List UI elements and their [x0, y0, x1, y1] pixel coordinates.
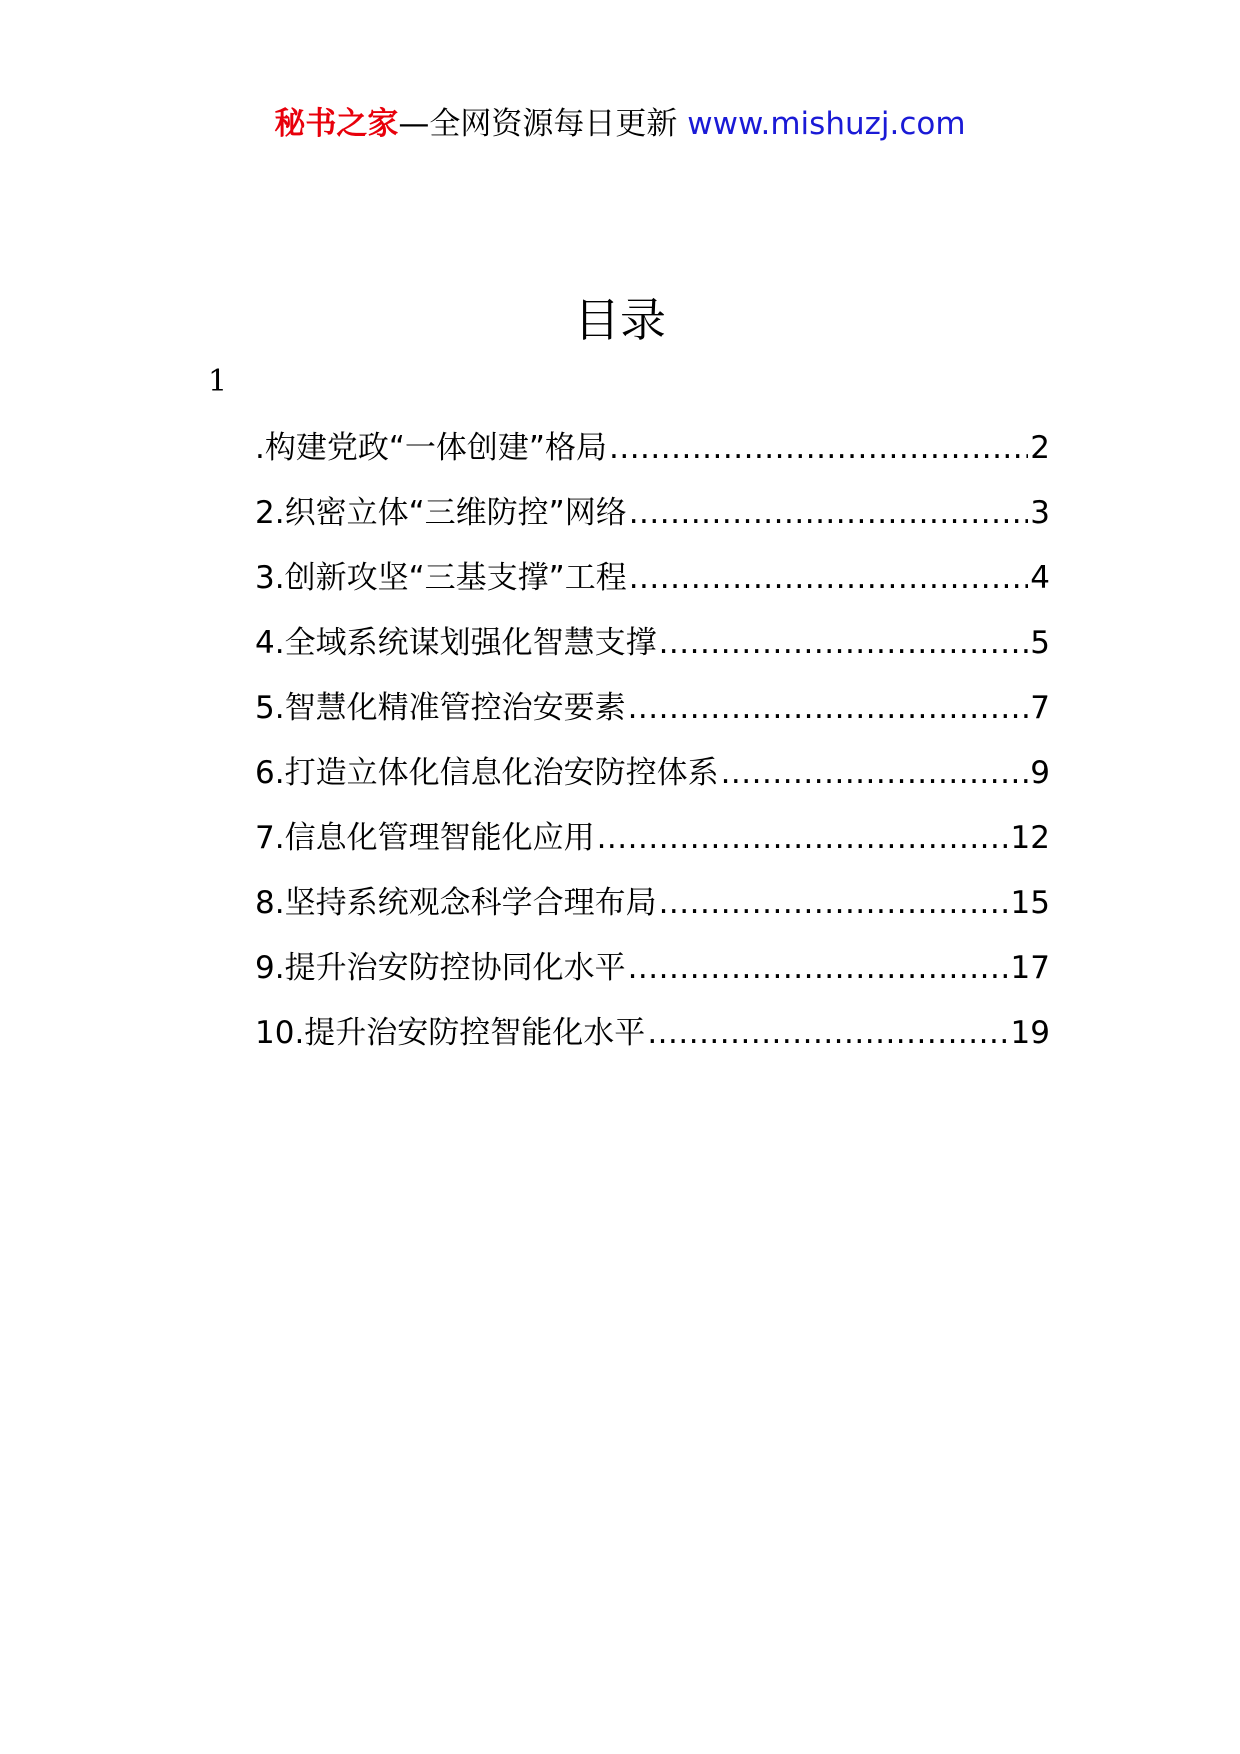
toc-entry-title: 9.提升治安防控协同化水平	[255, 950, 626, 986]
page-header	[0, 102, 1240, 146]
toc-entry-page: 5	[1030, 625, 1050, 661]
toc-entry[interactable]	[255, 623, 1050, 688]
table-of-contents	[255, 428, 1050, 1078]
header-tagline: —全网资源每日更新	[398, 106, 688, 142]
toc-entry[interactable]	[255, 493, 1050, 558]
toc-entry[interactable]	[255, 428, 1050, 493]
toc-entry-title: 3.创新攻坚“三基支撑”工程	[255, 560, 627, 596]
page-title: 目录	[574, 293, 666, 347]
toc-dot-leader	[659, 623, 1029, 663]
toc-dot-leader	[609, 428, 1028, 468]
brand-name: 秘书之家	[274, 106, 399, 142]
toc-entry-page: 12	[1010, 820, 1050, 856]
toc-entry[interactable]	[255, 948, 1050, 1013]
toc-entry-title: 2.织密立体“三维防控”网络	[255, 495, 627, 531]
toc-entry-page: 9	[1030, 755, 1050, 791]
toc-entry-page: 7	[1030, 690, 1050, 726]
toc-dot-leader	[721, 753, 1029, 793]
toc-entry-page: 15	[1010, 885, 1050, 921]
toc-entry[interactable]	[255, 818, 1050, 883]
toc-entry[interactable]	[255, 883, 1050, 948]
stray-number: 1	[208, 364, 228, 399]
toc-entry[interactable]	[255, 753, 1050, 818]
toc-entry-page: 2	[1030, 430, 1050, 466]
toc-dot-leader	[597, 818, 1009, 858]
toc-dot-leader	[629, 493, 1029, 533]
toc-entry-title: 7.信息化管理智能化应用	[255, 820, 595, 856]
toc-entry-title: .构建党政“一体创建”格局	[255, 430, 607, 466]
toc-entry[interactable]	[255, 688, 1050, 753]
site-url-link[interactable]: www.mishuzj.com	[687, 106, 966, 142]
toc-entry[interactable]	[255, 558, 1050, 623]
toc-entry-page: 17	[1010, 950, 1050, 986]
toc-entry[interactable]	[255, 1013, 1050, 1078]
toc-entry-title: 6.打造立体化信息化治安防控体系	[255, 755, 719, 791]
toc-entry-page: 19	[1010, 1015, 1050, 1051]
toc-entry-page: 4	[1030, 560, 1050, 596]
toc-entry-title: 10.提升治安防控智能化水平	[255, 1015, 646, 1051]
toc-dot-leader	[629, 558, 1029, 598]
toc-entry-page: 3	[1030, 495, 1050, 531]
toc-entry-title: 5.智慧化精准管控治安要素	[255, 690, 626, 726]
toc-entry-title: 4.全域系统谋划强化智慧支撑	[255, 625, 657, 661]
toc-dot-leader	[647, 1013, 1008, 1053]
toc-dot-leader	[628, 948, 1009, 988]
toc-dot-leader	[628, 688, 1029, 728]
toc-entry-title: 8.坚持系统观念科学合理布局	[255, 885, 657, 921]
toc-dot-leader	[659, 883, 1009, 923]
